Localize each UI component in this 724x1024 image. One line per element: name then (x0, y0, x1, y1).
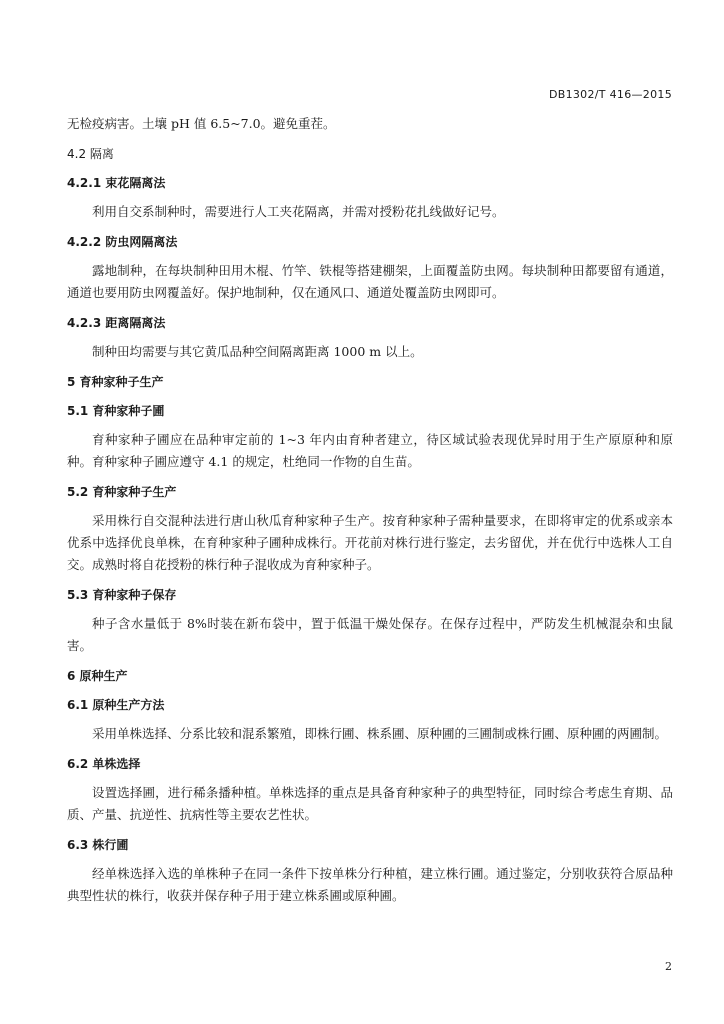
section-heading-5: 5 育种家种子生产 (67, 375, 164, 389)
section-heading-5-2: 5.2 育种家种子生产 (67, 485, 177, 499)
section-heading-4-2: 4.2 隔离 (67, 147, 114, 161)
page-number: 2 (665, 960, 672, 973)
paragraph-4-2-3: 制种田均需要与其它黄瓜品种空间隔离距离 1000 m 以上。 (92, 344, 423, 359)
section-heading-6-1: 6.1 原种生产方法 (67, 698, 165, 712)
section-heading-5-1: 5.1 育种家种子圃 (67, 404, 165, 418)
paragraph-5-2: 采用株行自交混种法进行唐山秋瓜育种家种子生产。按育种家种子需种量要求，在即将审定的优系或亲本优系中选择优良单株，在育种家种子圃种成株行。开花前对株行进行鉴定，去劣留优，并在优行中选株人工自交。成熟时将自花授粉的株行种子混收成为育种家种子。 (67, 513, 673, 572)
section-heading-6: 6 原种生产 (67, 669, 128, 683)
paragraph-5-3: 种子含水量低于 8%时装在新布袋中，置于低温干燥处保存。在保存过程中，严防发生机械混杂和虫鼠害。 (67, 616, 673, 653)
paragraph-6-1: 采用单株选择、分系比较和混系繁殖，即株行圃、株系圃、原种圃的三圃制或株行圃、原种圃的两圃制。 (92, 726, 668, 741)
page-content (67, 113, 673, 915)
paragraph-6-2: 设置选择圃，进行稀条播种植。单株选择的重点是具备育种家种子的典型特征，同时综合考虑生育期、品质、产量、抗逆性、抗病性等主要农艺性状。 (67, 785, 673, 822)
intro-line: 无检疫病害。土壤 pH 值 6.5~7.0。避免重茬。 (67, 116, 336, 131)
section-heading-4-2-1: 4.2.1 束花隔离法 (67, 176, 166, 190)
paragraph-4-2-1: 利用自交系制种时，需要进行人工夹花隔离，并需对授粉花扎线做好记号。 (92, 204, 505, 219)
section-heading-4-2-3: 4.2.3 距离隔离法 (67, 316, 166, 330)
section-heading-6-2: 6.2 单株选择 (67, 757, 141, 771)
paragraph-6-3: 经单株选择入选的单株种子在同一条件下按单株分行种植，建立株行圃。通过鉴定，分别收获符合原品种典型性状的株行，收获并保存种子用于建立株系圃或原种圃。 (67, 866, 673, 903)
section-heading-4-2-2: 4.2.2 防虫网隔离法 (67, 235, 178, 249)
section-heading-6-3: 6.3 株行圃 (67, 838, 129, 852)
section-heading-5-3: 5.3 育种家种子保存 (67, 588, 177, 602)
paragraph-4-2-2: 露地制种，在每块制种田用木棍、竹竿、铁棍等搭建棚架，上面覆盖防虫网。每块制种田都要留有通道，通道也要用防虫网覆盖好。保护地制种，仅在通风口、通道处覆盖防虫网即可。 (67, 263, 673, 300)
paragraph-5-1: 育种家种子圃应在品种审定前的 1~3 年内由育种者建立，待区域试验表现优异时用于生产原原种和原种。育种家种子圃应遵守 4.1 的规定，杜绝同一作物的自生苗。 (67, 432, 673, 469)
document-code: DB1302/T 416—2015 (548, 88, 672, 101)
